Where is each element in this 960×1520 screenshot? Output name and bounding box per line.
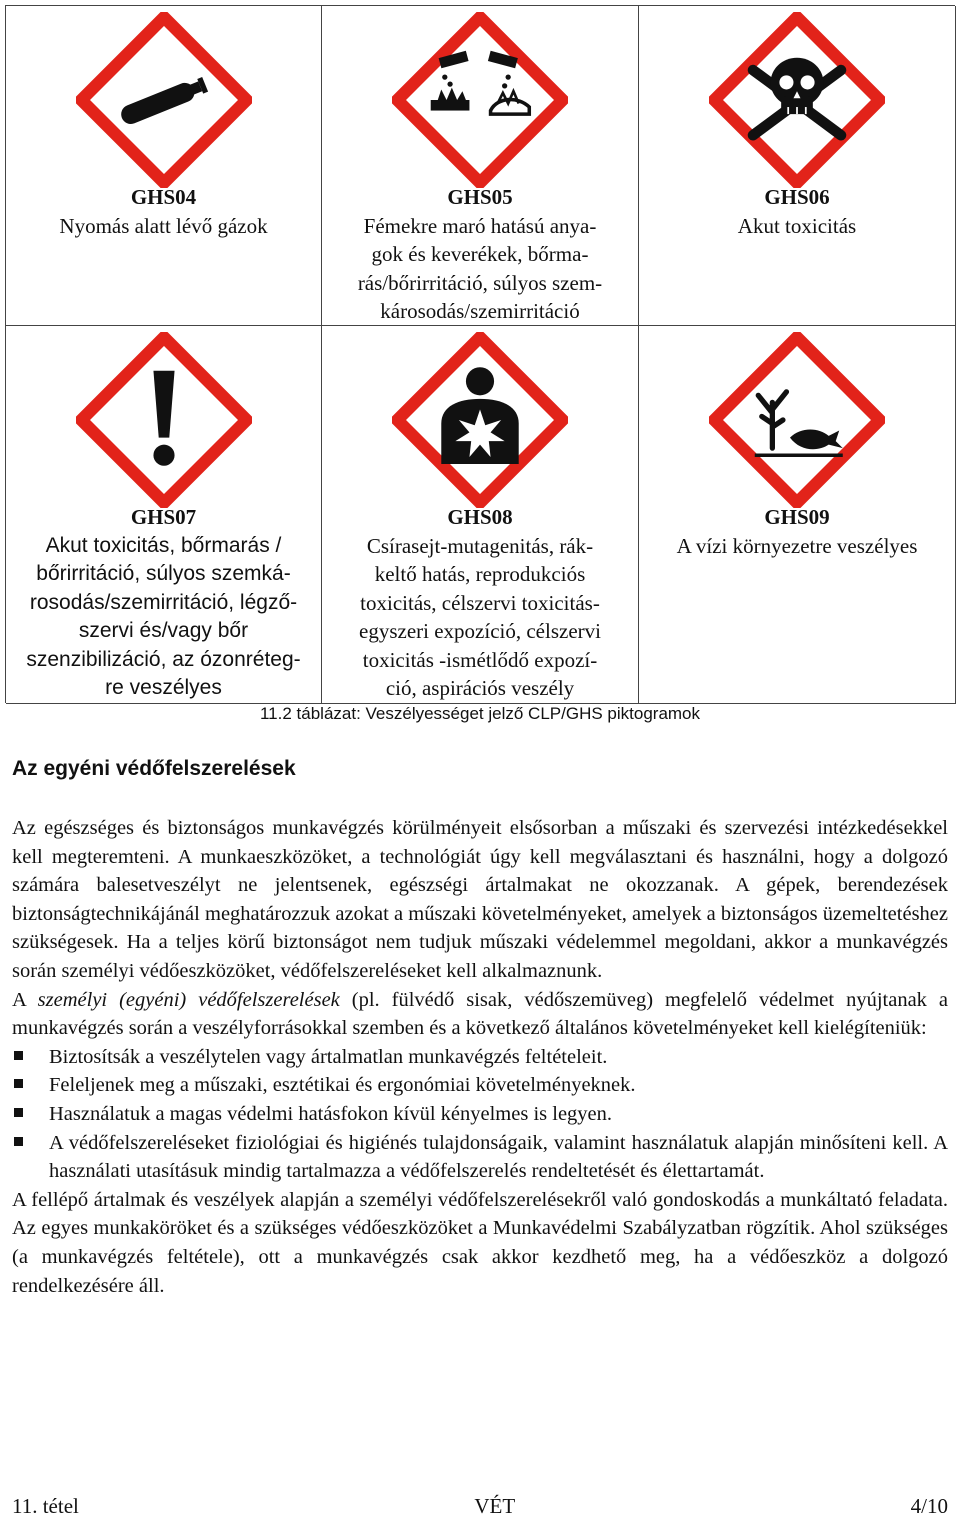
- desc-line: szenzibilizáció, az ózonréteg-: [26, 647, 301, 671]
- desc-line: toxicitás -ismétlődő expozí-: [362, 647, 598, 672]
- health-hazard-icon: [392, 332, 568, 508]
- desc-line: ció, aspirációs veszély: [385, 676, 575, 700]
- desc-line: Akut toxicitás, bőrmarás /: [45, 533, 282, 557]
- cell-ghs06: [639, 6, 956, 326]
- code-ghs04: GHS04: [130, 185, 197, 209]
- desc-line: gok és keverékek, bőrma-: [371, 242, 589, 266]
- desc-line: Csírasejt-mutagenitás, rák-: [366, 533, 594, 558]
- paragraph: A személyi (egyéni) védőfelszerelések (pl. fülvédő sisak, védőszemüveg) megfelelő védelmet nyújtanak a munkavégzés során a veszélyforrásokkal szemben és a következő általános követelményeket kell kielégíteniük:: [12, 988, 948, 1040]
- desc-line: szervi és/vagy bőr: [78, 619, 249, 642]
- footer-center: VÉT: [474, 1494, 516, 1518]
- list-item: A védőfelszereléseket fiziológiai és higiénés tulajdonságaik, valamint használatuk alapján minősíteni kell. A használati utasításuk mindig tartalmazza a védőfelszerelés rendeltetését és élettartamát.: [12, 1129, 948, 1186]
- cell-ghs05: [322, 6, 639, 326]
- skull-crossbones-icon: [709, 12, 885, 188]
- corrosion-icon: [392, 12, 568, 188]
- desc-line: bőrirritáció, súlyos szemká-: [36, 562, 291, 585]
- list-item: Biztosítsák a veszélytelen vagy ártalmatlan munkavégzés feltételeit.: [12, 1043, 948, 1072]
- requirements-list: [12, 1043, 948, 1186]
- desc-line: Akut toxicitás: [737, 213, 857, 238]
- environment-icon: [709, 332, 885, 508]
- cell-ghs04: [6, 6, 322, 326]
- desc-line: Nyomás alatt lévő gázok: [59, 213, 268, 238]
- desc-line: rosodás/szemirritáció, légző-: [29, 590, 298, 614]
- page-footer: [12, 1494, 948, 1519]
- paragraph: Az egészséges és biztonságos munkavégzés körülményeit elsősorban a műszaki és szervezési intézkedésekkel kell megteremteni. A munkaeszközöket, a technológiát úgy kell megválasztani és használni, hogy a dolgozó számára balesetveszélyt ne jelentsenek, egészségi ártalmakat ne okozzanak. A gépek, berendezések biztonságtechnikájánál meghatározzuk azokat a műszaki követelményeket, amelyek a biztonságos üzemeltetéshez szükségesek. Ha a teljes körű biztonságot nem tudjuk műszaki védelemmel megoldani, akkor a munkavégzés során személyi védőeszközöket, védőfelszereléseket kell alkalmaznunk.: [12, 817, 948, 982]
- emphasis: személyi (egyéni) védőfelszerelések: [37, 988, 340, 1011]
- desc-line: rás/bőrirritáció, súlyos szem-: [357, 270, 603, 295]
- cell-ghs07: [6, 326, 322, 704]
- desc-line: Fémekre maró hatású anya-: [363, 213, 597, 238]
- code-ghs06: GHS06: [764, 185, 830, 209]
- desc-line: re veszélyes: [105, 676, 222, 699]
- desc-line: toxicitás, célszervi toxicitás-: [360, 590, 600, 615]
- code-ghs07: GHS07: [130, 505, 197, 529]
- footer-left: 11. tétel: [12, 1494, 79, 1518]
- paragraph: A fellépő ártalmak és veszélyek alapján a személyi védőfelszerelésekről való gondoskodás a munkáltató feladata. Az egyes munkaköröket és a szükséges védőeszközöket a Munkavédelmi Szabályzatban rögzítik. Ahol szükséges (a munkavégzés feltétele), ott a munkavégzés csak akkor kezdhető meg, ha a védőeszköz a dolgozó rendelkezésére áll.: [12, 1188, 948, 1297]
- pictogram-table: [5, 5, 955, 703]
- body-text: [12, 814, 948, 1300]
- code-ghs08: GHS08: [447, 505, 513, 529]
- desc-line: károsodás/szemirritáció: [380, 299, 580, 323]
- desc-line: egyszeri expozíció, célszervi: [359, 619, 601, 643]
- gas-cylinder-icon: [76, 12, 252, 188]
- section-heading: Az egyéni védőfelszerelések: [12, 757, 296, 780]
- cell-ghs09: [639, 326, 956, 704]
- exclamation-mark-icon: [76, 332, 252, 508]
- list-item: Feleljenek meg a műszaki, esztétikai és ergonómiai követelményeknek.: [12, 1071, 948, 1100]
- table-caption: 11.2 táblázat: Veszélyességet jelző CLP/GHS piktogramok: [259, 704, 701, 723]
- code-ghs05: GHS05: [447, 185, 513, 209]
- cell-ghs08: [322, 326, 639, 704]
- desc-line: A vízi környezetre veszélyes: [676, 533, 918, 558]
- desc-line: keltő hatás, reprodukciós: [374, 562, 586, 586]
- code-ghs09: GHS09: [764, 505, 830, 529]
- page-number: 4/10: [910, 1494, 948, 1518]
- list-item: Használatuk a magas védelmi hatásfokon kívül kényelmes is legyen.: [12, 1100, 948, 1129]
